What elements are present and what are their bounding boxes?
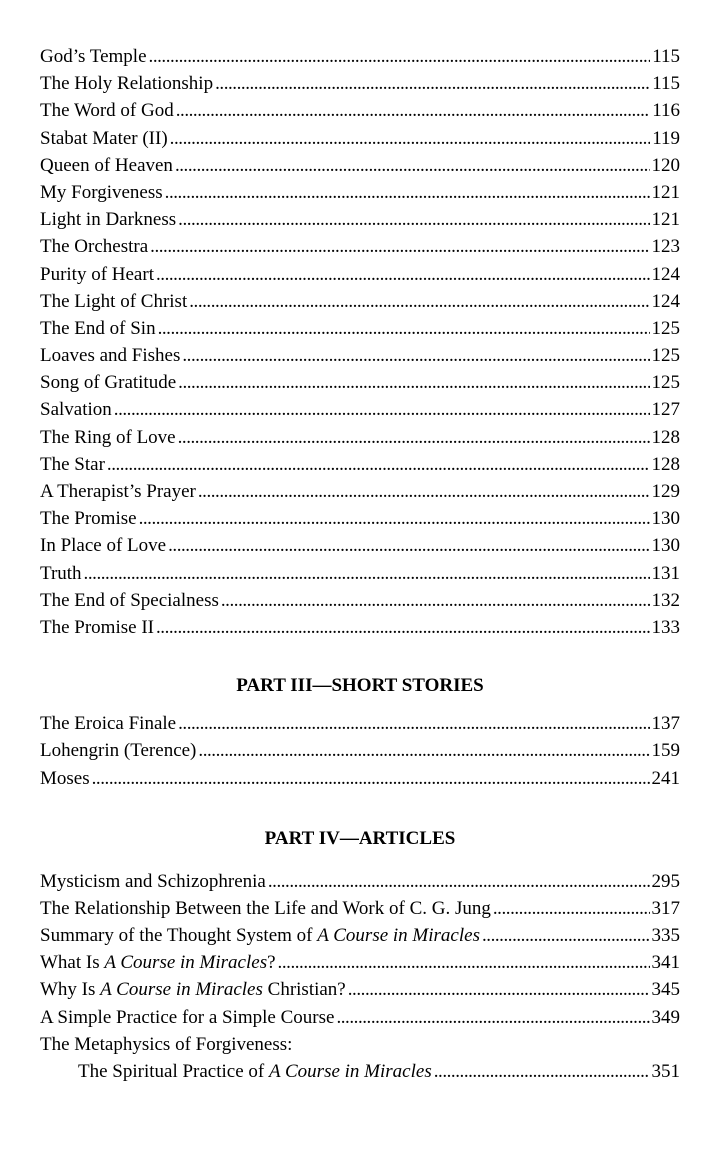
toc-entry <box>40 424 680 451</box>
dot-leader <box>189 288 649 315</box>
dot-leader <box>336 1004 649 1031</box>
toc-entry-title: The Promise <box>40 508 137 530</box>
toc-entry-page: 335 <box>651 925 680 947</box>
toc-entry <box>40 868 680 895</box>
toc-entry-title: A Simple Practice for a Simple Course <box>40 1006 335 1028</box>
part-iii-entries-list <box>40 710 680 792</box>
toc-entry <box>40 152 680 179</box>
dot-leader <box>150 233 649 260</box>
dot-leader <box>84 560 650 587</box>
toc-entry <box>40 737 680 764</box>
toc-entry-title-line2: The Spiritual Practice of A Course in Miracles <box>78 1061 432 1082</box>
toc-entry-page: 137 <box>651 713 680 735</box>
dot-leader <box>139 505 650 532</box>
toc-entry-page: 116 <box>652 100 680 122</box>
toc-entry-page: 131 <box>651 562 680 584</box>
toc-entry-page: 351 <box>651 1061 680 1082</box>
toc-entry-title: The Eroica Finale <box>40 713 177 735</box>
toc-entry-title: The Ring of Love <box>40 426 176 448</box>
toc-entry-page: 115 <box>652 46 680 67</box>
toc-entry-page: 128 <box>651 426 680 448</box>
toc-entry <box>40 614 680 641</box>
toc-entry-page: 125 <box>651 372 680 394</box>
toc-entry-page: 159 <box>651 740 680 762</box>
dot-leader <box>434 1058 650 1085</box>
toc-entry-title: Summary of the Thought System of A Course in Miracles <box>40 925 480 947</box>
dot-leader <box>178 424 650 451</box>
toc-entry <box>40 560 680 587</box>
dot-leader <box>176 97 650 124</box>
toc-entry-page: 124 <box>651 263 680 285</box>
dot-leader <box>165 179 650 206</box>
toc-entry <box>40 532 680 559</box>
toc-entry <box>40 396 680 423</box>
toc-entry-title: In Place of Love <box>40 535 167 557</box>
section-heading-part-iii: PART III—SHORT STORIES <box>236 675 484 697</box>
toc-entry-title: Light in Darkness <box>40 209 177 231</box>
toc-entry-title: Lohengrin (Terence) <box>40 740 197 762</box>
dot-leader <box>170 125 651 152</box>
toc-entry <box>40 43 680 70</box>
dot-leader <box>215 70 650 97</box>
toc-entry <box>40 206 680 233</box>
toc-entry-title: Purity of Heart <box>40 263 154 285</box>
toc-entry <box>40 342 680 369</box>
toc-entry-title: The Star <box>40 453 105 475</box>
toc-entry <box>40 587 680 614</box>
toc-entry-title: Why Is A Course in Miracles Christian? <box>40 979 346 1001</box>
dot-leader <box>156 261 650 288</box>
dot-leader <box>493 895 650 922</box>
toc-entry-title: The End of Specialness <box>40 589 219 611</box>
toc-entry-page: 130 <box>651 535 680 557</box>
toc-entry <box>40 922 680 949</box>
toc-entry-page: 120 <box>651 154 680 176</box>
toc-entry-page: 349 <box>651 1006 680 1028</box>
toc-entry <box>40 179 680 206</box>
dot-leader <box>178 206 649 233</box>
toc-entry-title: Salvation <box>40 399 112 421</box>
toc-entry-title: The End of Sin <box>40 317 156 339</box>
dot-leader <box>221 587 650 614</box>
toc-entry <box>40 451 680 478</box>
toc-entry <box>40 125 680 152</box>
toc-entry-title: Song of Gratitude <box>40 372 177 394</box>
toc-entry-page: 124 <box>651 290 680 312</box>
toc-entry-page: 121 <box>651 209 680 231</box>
dot-leader <box>198 478 650 505</box>
toc-entry-title: Truth <box>40 562 82 584</box>
dot-leader <box>149 43 651 70</box>
dot-leader <box>198 737 649 764</box>
toc-entry-page: 128 <box>651 453 680 475</box>
toc-entry-title: What Is A Course in Miracles? <box>40 952 276 974</box>
dot-leader <box>278 949 650 976</box>
toc-entry-page: 341 <box>651 952 680 974</box>
toc-entry-multiline <box>40 1031 680 1058</box>
toc-entry <box>40 233 680 260</box>
toc-entry <box>40 710 680 737</box>
toc-entry <box>40 1004 680 1031</box>
dot-leader <box>92 765 650 792</box>
toc-entry-title: The Relationship Between the Life and Work of C. G. Jung <box>40 897 491 919</box>
toc-entry <box>40 949 680 976</box>
toc-entry <box>40 976 680 1003</box>
toc-entry <box>40 315 680 342</box>
toc-entry-page: 125 <box>651 317 680 339</box>
dot-leader <box>114 396 650 423</box>
toc-entry-title: A Therapist’s Prayer <box>40 481 196 502</box>
dot-leader <box>482 922 650 949</box>
toc-entry-page: 121 <box>651 181 680 203</box>
toc-entry-page: 130 <box>651 508 680 530</box>
dot-leader <box>168 532 649 559</box>
toc-entry-title: My Forgiveness <box>40 181 163 203</box>
toc-entry-page: 295 <box>651 870 680 892</box>
toc-entry-title-line1: The Metaphysics of Forgiveness: <box>40 1033 293 1055</box>
dot-leader <box>175 152 650 179</box>
toc-entry-title: Queen of Heaven <box>40 154 173 176</box>
toc-entry-page: 125 <box>651 345 680 367</box>
dot-leader <box>268 868 650 895</box>
dot-leader <box>107 451 650 478</box>
toc-entry-page: 345 <box>651 979 680 1001</box>
toc-entry <box>40 895 680 922</box>
part-ii-entries-list <box>40 43 680 641</box>
dot-leader <box>158 315 650 342</box>
toc-entry <box>40 478 680 505</box>
toc-entry <box>40 261 680 288</box>
toc-entry-page: 123 <box>651 236 680 258</box>
toc-entry-title: Mysticism and Schizophrenia <box>40 870 266 892</box>
toc-entry <box>40 505 680 532</box>
part-iv-entries-list <box>40 868 680 1031</box>
toc-entry-title: Moses <box>40 767 90 789</box>
toc-entry-page: 115 <box>652 73 680 95</box>
dot-leader <box>156 614 650 641</box>
toc-entry-title: Stabat Mater (II) <box>40 127 168 149</box>
toc-entry-page: 317 <box>651 897 680 919</box>
toc-entry-page: 133 <box>651 616 680 638</box>
toc-entry-title: The Holy Relationship <box>40 73 214 95</box>
toc-entry-title: The Promise II <box>40 616 154 638</box>
toc-entry-page: 129 <box>651 481 680 502</box>
toc-entry-page: 132 <box>651 589 680 611</box>
section-heading-part-iv: PART IV—ARTICLES <box>264 827 456 849</box>
dot-leader <box>348 976 650 1003</box>
toc-entry-title: Loaves and Fishes <box>40 345 181 367</box>
toc-entry-title: The Light of Christ <box>40 290 188 312</box>
toc-entry-page: 241 <box>651 767 680 789</box>
dot-leader <box>178 710 649 737</box>
table-of-contents <box>40 43 680 1085</box>
toc-entry <box>40 70 680 97</box>
toc-entry-page: 119 <box>652 127 680 149</box>
toc-entry <box>40 288 680 315</box>
toc-entry-title: The Orchestra <box>40 236 149 258</box>
toc-entry <box>40 765 680 792</box>
dot-leader <box>178 369 649 396</box>
toc-entry-page: 127 <box>651 399 680 421</box>
toc-entry-title: The Word of God <box>40 100 174 122</box>
dot-leader <box>182 342 649 369</box>
toc-entry-multiline-continued <box>40 1058 680 1085</box>
toc-entry <box>40 369 680 396</box>
toc-entry-title: God’s Temple <box>40 46 147 67</box>
toc-entry <box>40 97 680 124</box>
